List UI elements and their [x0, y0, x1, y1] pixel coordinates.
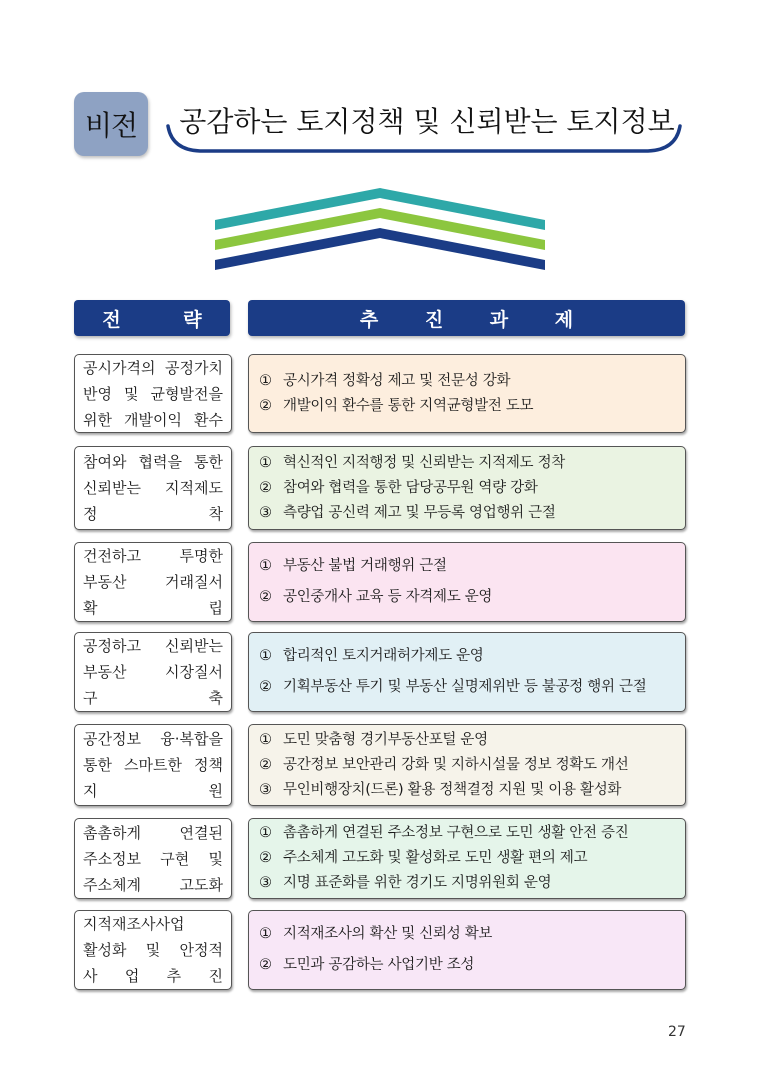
page-number: 27	[668, 1024, 686, 1040]
strategy-line: 부동산 거래질서	[83, 573, 223, 591]
strategy-line: 확 립	[83, 599, 223, 617]
task-item: ② 개발이익 환수를 통한 지역균형발전 도모	[259, 397, 534, 414]
task-item: ① 혁신적인 지적행정 및 신뢰받는 지적제도 정착	[259, 454, 565, 471]
strategy-line: 사 업 추 진	[83, 967, 223, 985]
task-box-2	[248, 446, 686, 530]
strategy-box-1	[74, 354, 232, 433]
task-item: ③ 측량업 공신력 제고 및 무등록 영업행위 근절	[259, 504, 556, 521]
strategy-box-7	[74, 910, 232, 990]
strategy-line: 구 축	[83, 689, 223, 707]
strategy-line: 참여와 협력을 통한	[83, 453, 223, 471]
chevron-graphic	[210, 182, 550, 274]
task-box-1	[248, 354, 686, 433]
task-item: ② 도민과 공감하는 사업기반 조성	[259, 957, 475, 973]
strategy-line: 촘촘하게 연결된	[83, 823, 223, 842]
strategy-line: 신뢰받는 지적제도	[83, 479, 223, 497]
strategy-box-2	[74, 446, 232, 530]
task-box-5	[248, 724, 686, 806]
strategy-line: 지적재조사사업	[83, 915, 185, 933]
strategy-line: 위한 개발이익 환수	[83, 410, 223, 429]
task-box-3	[248, 542, 686, 622]
vision-title: 공감하는 토지정책 및 신뢰받는 토지정보	[179, 105, 675, 138]
strategy-box-4	[74, 632, 232, 712]
task-item: ① 촘촘하게 연결된 주소정보 구현으로 도민 생활 안전 증진	[259, 825, 629, 841]
task-item: ① 공시가격 정확성 제고 및 전문성 강화	[259, 372, 511, 389]
task-item: ② 기획부동산 투기 및 부동산 실명제위반 등 불공정 행위 근절	[259, 679, 647, 695]
strategy-line: 반영 및 균형발전을	[83, 384, 223, 403]
strategy-box-5	[74, 724, 232, 806]
task-item: ② 공간정보 보안관리 강화 및 지하시설물 정보 정확도 개선	[259, 756, 629, 773]
strategy-line: 주소체계 고도화	[83, 875, 223, 894]
task-box-7	[248, 910, 686, 990]
strategy-line: 부동산 시장질서	[83, 663, 223, 681]
task-item: ① 합리적인 토지거래허가제도 운영	[259, 648, 484, 664]
strategy-line: 공정하고 신뢰받는	[83, 637, 223, 655]
task-item: ① 부동산 불법 거래행위 근절	[259, 558, 447, 574]
strategy-line: 활성화 및 안정적	[83, 941, 223, 959]
strategy-line: 공간정보 융·복합을	[83, 730, 223, 748]
task-item: ② 주소체계 고도화 및 활성화로 도민 생활 편의 제고	[259, 850, 588, 866]
strategy-line: 통한 스마트한 정책	[83, 756, 223, 774]
strategy-header: 전 략	[74, 300, 230, 336]
task-item: ③ 지명 표준화를 위한 경기도 지명위원회 운영	[259, 875, 552, 891]
strategy-line: 정 착	[83, 505, 223, 523]
strategy-box-6	[74, 818, 232, 899]
strategy-line: 주소정보 구현 및	[83, 849, 223, 868]
strategy-line: 공시가격의 공정가치	[83, 358, 223, 377]
task-item: ② 공인중개사 교육 등 자격제도 운영	[259, 589, 493, 605]
task-item: ② 참여와 협력을 통한 담당공무원 역량 강화	[259, 479, 538, 496]
task-box-6	[248, 818, 686, 899]
strategy-box-3	[74, 542, 232, 622]
vision-badge: 비전	[74, 92, 148, 156]
title-underline-curve	[160, 118, 690, 163]
strategy-line: 지 원	[83, 782, 223, 800]
task-box-4	[248, 632, 686, 712]
strategy-line: 건전하고 투명한	[83, 547, 223, 565]
task-item: ① 지적재조사의 확산 및 신뢰성 확보	[259, 926, 493, 942]
task-item: ① 도민 맞춤형 경기부동산포털 운영	[259, 731, 488, 748]
tasks-header: 추 진 과 제	[248, 300, 685, 336]
task-item: ③ 무인비행장치(드론) 활용 정책결정 지원 및 이용 활성화	[259, 781, 622, 798]
